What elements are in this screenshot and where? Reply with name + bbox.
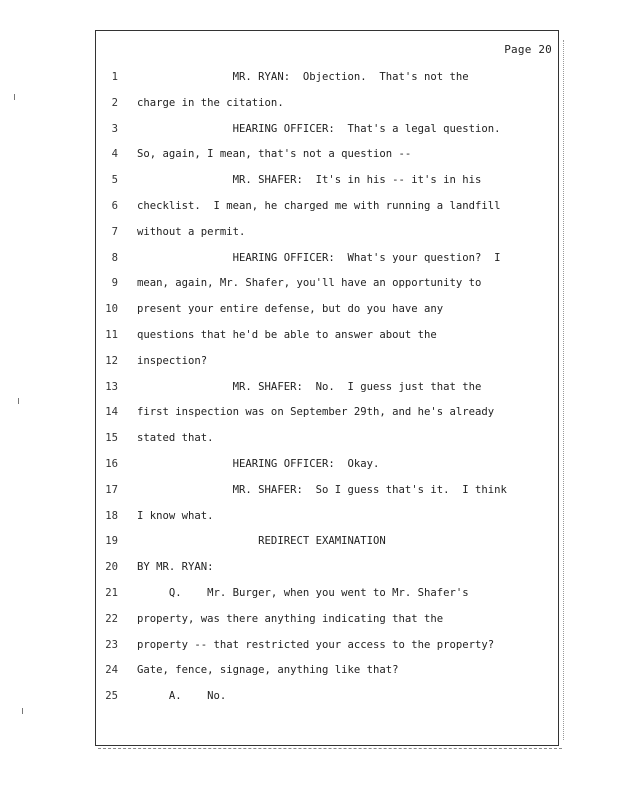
line-number: 20 (105, 561, 118, 574)
transcript-line (96, 581, 558, 607)
line-number: 4 (111, 148, 118, 161)
transcript-line (96, 168, 558, 194)
transcript-line (96, 246, 558, 272)
transcript-line (96, 400, 558, 426)
line-text: A. No. (137, 690, 227, 703)
transcript-line (96, 349, 558, 375)
line-text: I know what. (137, 509, 214, 522)
transcript-line (96, 633, 558, 659)
line-text: property -- that restricted your access to the property? (137, 638, 495, 651)
transcript-page (95, 30, 559, 746)
line-number: 25 (105, 690, 118, 703)
line-text: without a permit. (137, 225, 246, 238)
line-number: 16 (105, 457, 118, 470)
line-text: charge in the citation. (137, 96, 284, 109)
page-number: Page 20 (504, 43, 552, 56)
line-number: 1 (111, 71, 118, 83)
line-number: 23 (105, 638, 118, 651)
transcript-line (96, 607, 558, 633)
transcript-line (96, 117, 558, 143)
transcript-line (96, 478, 558, 504)
line-number: 9 (111, 277, 118, 290)
line-text: HEARING OFFICER: What's your question? I (137, 251, 501, 264)
transcript-line (96, 529, 558, 555)
transcript-line (96, 220, 558, 246)
scan-speck (22, 708, 23, 714)
transcript-line (96, 658, 558, 684)
scan-speck (14, 94, 15, 100)
transcript-line (96, 142, 558, 168)
scan-speck (18, 398, 19, 404)
transcript-line (96, 555, 558, 581)
line-number: 21 (105, 586, 118, 599)
line-number: 14 (105, 406, 118, 419)
transcript-line (96, 426, 558, 452)
line-text: property, was there anything indicating that the (137, 612, 444, 625)
line-number: 11 (105, 328, 118, 341)
transcript-line (96, 684, 558, 710)
transcript-line (96, 91, 558, 117)
line-text: checklist. I mean, he charged me with running a landfill (137, 199, 501, 212)
transcript-line (96, 194, 558, 220)
line-number: 8 (111, 251, 118, 264)
transcript-line (96, 65, 558, 91)
line-text: inspection? (137, 354, 208, 367)
line-text: BY MR. RYAN: (137, 561, 214, 574)
line-number: 22 (105, 612, 118, 625)
line-number: 10 (105, 303, 118, 316)
transcript-line (96, 375, 558, 401)
transcript-line (96, 323, 558, 349)
scan-edge-right (563, 40, 565, 740)
line-number: 3 (111, 122, 118, 135)
line-number: 5 (111, 174, 118, 187)
line-number: 24 (105, 664, 118, 677)
line-number: 2 (111, 96, 118, 109)
line-number: 6 (111, 199, 118, 212)
line-text: MR. SHAFER: It's in his -- it's in his (137, 174, 482, 187)
line-text: Gate, fence, signage, anything like that? (137, 664, 399, 677)
line-text: MR. SHAFER: So I guess that's it. I think (137, 483, 507, 496)
line-text: Q. Mr. Burger, when you went to Mr. Shafer's (137, 586, 469, 599)
line-text: mean, again, Mr. Shafer, you'll have an opportunity to (137, 277, 482, 290)
line-text: HEARING OFFICER: Okay. (137, 457, 380, 470)
transcript-line (96, 504, 558, 530)
line-text: MR. RYAN: Objection. That's not the (137, 71, 469, 83)
line-text: questions that he'd be able to answer about the (137, 328, 437, 341)
line-text: HEARING OFFICER: That's a legal question. (137, 122, 501, 135)
line-text: present your entire defense, but do you have any (137, 303, 444, 316)
line-number: 17 (105, 483, 118, 496)
line-number: 18 (105, 509, 118, 522)
line-text: first inspection was on September 29th, and he's already (137, 406, 495, 419)
line-number: 12 (105, 354, 118, 367)
line-number: 15 (105, 432, 118, 445)
transcript-body (96, 65, 558, 710)
line-text: MR. SHAFER: No. I guess just that the (137, 380, 482, 393)
line-number: 13 (105, 380, 118, 393)
line-number: 19 (105, 535, 118, 548)
transcript-line (96, 297, 558, 323)
line-number: 7 (111, 225, 118, 238)
transcript-line (96, 452, 558, 478)
line-text: So, again, I mean, that's not a question -- (137, 148, 412, 161)
section-heading: REDIRECT EXAMINATION (137, 535, 386, 548)
transcript-line (96, 271, 558, 297)
line-text: stated that. (137, 432, 214, 445)
